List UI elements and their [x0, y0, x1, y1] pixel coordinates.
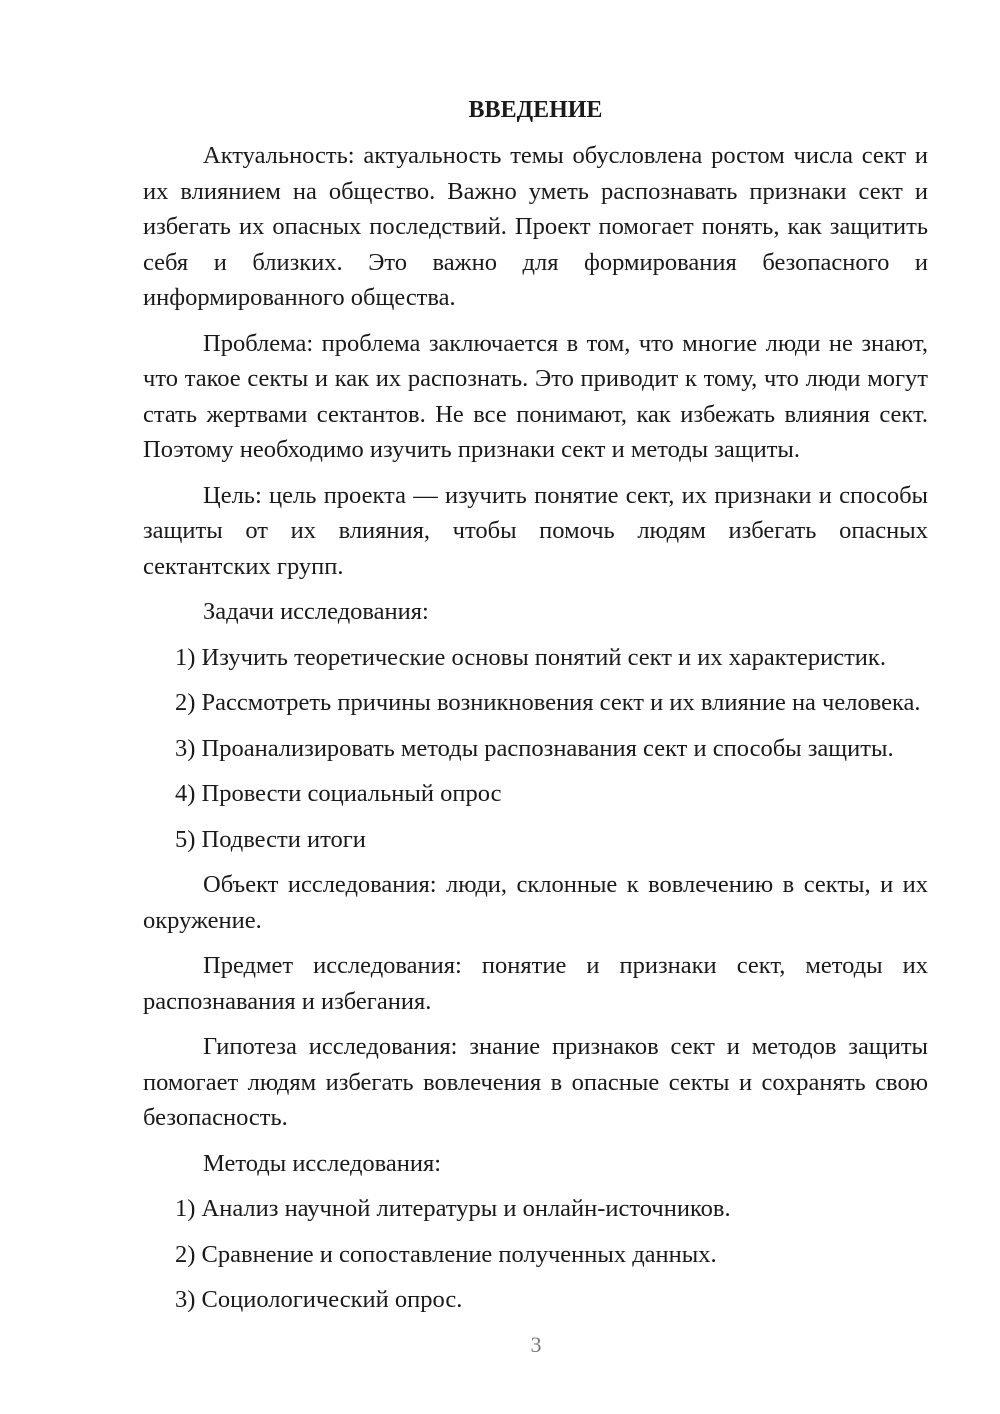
method-item-2: 2) Сравнение и сопоставление полученных данных. — [175, 1240, 717, 1268]
task-item-1: 1) Изучить теоретические основы понятий сект и их характеристик. — [175, 643, 886, 671]
task-item-5: 5) Подвести итоги — [175, 825, 366, 853]
task-item-3: 3) Проанализировать методы распознавания сект и способы защиты. — [175, 734, 894, 762]
methods-list — [143, 1191, 928, 1318]
methods-heading: Методы исследования: — [203, 1149, 442, 1177]
page-number: 3 — [530, 1332, 542, 1357]
method-item-1: 1) Анализ научной литературы и онлайн-источников. — [175, 1195, 731, 1222]
relevance-paragraph: Актуальность: актуальность темы обусловлена ростом числа сект и их влиянием на общество. Важно уметь распознавать признаки сект и избегать их опасных последствий. Проект помогает понять, как защитить себя и близких. Это важно для формирования безопасного и информированного общества. — [143, 142, 928, 311]
page-title: ВВЕДЕНИЕ — [468, 97, 603, 123]
goal-paragraph: Цель: цель проекта — изучить понятие сект, их признаки и способы защиты от их влияния, чтобы помочь людям избегать опасных сектантских групп. — [143, 481, 928, 580]
task-item-2: 2) Рассмотреть причины возникновения сект и их влияние на человека. — [175, 689, 921, 716]
tasks-heading: Задачи исследования: — [203, 598, 429, 625]
page-content — [143, 90, 928, 1328]
tasks-list — [143, 640, 928, 858]
hypothesis-paragraph: Гипотеза исследования: знание признаков сект и методов защиты помогает людям избегать вовлечения в опасные секты и сохранять свою безопасность. — [143, 1033, 928, 1131]
problem-paragraph: Проблема: проблема заключается в том, что многие люди не знают, что такое секты и как их распознать. Это приводит к тому, что люди могут стать жертвами сектантов. Не все понимают, как избежать влияния сект. Поэтому необходимо изучить признаки сект и методы защиты. — [143, 329, 928, 463]
subject-paragraph: Предмет исследования: понятие и признаки сект, методы их распознавания и избегания. — [143, 952, 928, 1015]
method-item-3: 3) Социологический опрос. — [175, 1286, 463, 1313]
task-item-4: 4) Провести социальный опрос — [175, 780, 502, 807]
object-paragraph: Объект исследования: люди, склонные к вовлечению в секты, и их окружение. — [143, 871, 928, 934]
